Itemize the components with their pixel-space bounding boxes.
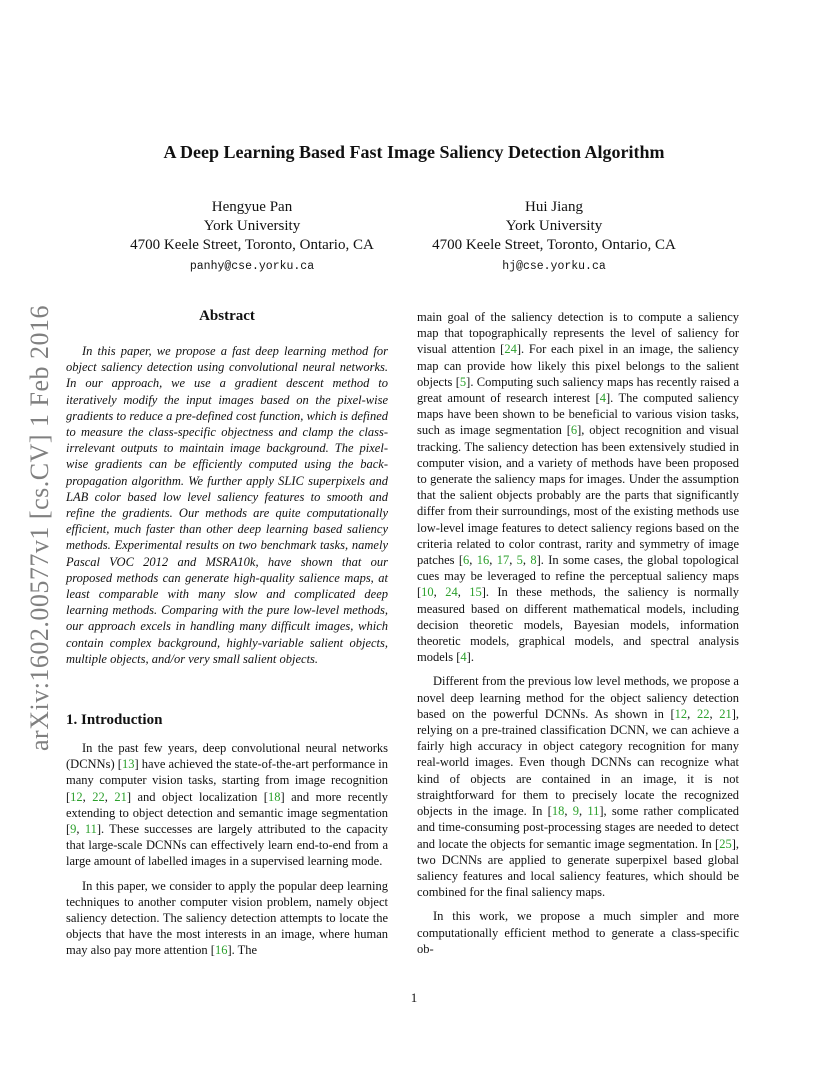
author-email[interactable]: panhy@cse.yorku.ca [189, 260, 315, 273]
citation-link[interactable]: 6 [570, 423, 578, 438]
paper-title: A Deep Learning Based Fast Image Saliency Detection Algorithm [163, 142, 665, 162]
author-affiliation: York University [203, 218, 301, 234]
citation-link[interactable]: 22 [92, 789, 105, 804]
author-block-2 [414, 198, 694, 276]
citation-link[interactable]: 12 [70, 789, 83, 804]
right-paragraph-2: Different from the previous low level methods, we propose a novel deep learning method for the object saliency detection based on the powerful DCNNs. As shown in [12, 22, 21], relying on a pre-trained classification DCNN, we can achieve a fairly high accuracy in object category recognition for many real-world images. Even though DCNNs can recognize what kind of objects are contained in an image, it is not straightforward for them to precisely locate the recognized objects in the image. In [18, 9, 11], some rather complicated and time-consuming post-processing stages are needed to detect and locate the objects for semantic image segmentation. In [25], two DCNNs are applied to generate superpixel based global saliency features and local saliency features, which should be combined for the final saliency maps. [417, 674, 740, 900]
citation-link[interactable]: 5 [459, 374, 467, 389]
citation-link[interactable]: 15 [469, 585, 482, 600]
citation-link[interactable]: 16 [214, 943, 228, 958]
author-block-1 [112, 198, 392, 276]
citation-link[interactable]: 4 [460, 650, 467, 665]
citation-link[interactable]: 8 [530, 553, 537, 568]
author-name: Hui Jiang [525, 199, 583, 215]
citation-link[interactable]: 9 [70, 822, 77, 837]
intro-paragraph-2: In this paper, we consider to apply the popular deep learning techniques to another computer vision problem, namely object saliency detection. The saliency detection attempts to locate the objects that have the most interests in an image, where human may also pay more attention [16]. The [66, 878, 388, 958]
author-affiliation: York University [505, 218, 603, 234]
citation-link[interactable]: 6 [463, 553, 470, 568]
citation-link[interactable]: 24 [445, 585, 458, 600]
author-address: 4700 Keele Street, Toronto, Ontario, CA [432, 237, 676, 253]
arxiv-identifier: arXiv:1602.00577v1 [cs.CV] 1 Feb 2016 [25, 304, 54, 752]
citation-link[interactable]: 4 [599, 391, 606, 406]
citation-link[interactable]: 10 [421, 585, 434, 600]
citation-link[interactable]: 18 [551, 804, 565, 819]
introduction-body [66, 740, 388, 959]
citation-link[interactable]: 16 [476, 553, 490, 568]
citation-link[interactable]: 21 [114, 789, 127, 804]
arxiv-sidebar [20, 288, 60, 768]
citation-link[interactable]: 11 [84, 822, 97, 837]
intro-paragraph-1: In the past few years, deep convolutional neural networks (DCNNs) [13] have achieved the state-of-the-art performance in many computer vision tasks, starting from image recognition [12, 22, 21] and object localization [18] and more recently extending to object detection and semantic image segmentation [9, 11]. These successes are largely attributed to the capacity that large-scale DCNNs can effectively learn end-to-end from a large amount of labelled images in a supervised learning mode. [66, 741, 389, 869]
citation-link[interactable]: 25 [719, 836, 732, 851]
citation-link[interactable]: 18 [267, 789, 281, 804]
introduction-heading: 1. Introduction [66, 712, 163, 728]
citation-link[interactable]: 17 [496, 553, 510, 568]
right-paragraph-3: In this work, we propose a much simpler and more computationally efficient method to generate a class-specific ob- [417, 909, 739, 956]
citation-link[interactable]: 21 [719, 706, 732, 721]
citation-link[interactable]: 5 [516, 553, 523, 568]
right-paragraph-1: main goal of the saliency detection is to compute a saliency map that topographically represents the level of saliency for visual attention [24]. For each pixel in an image, the saliency map can provide how likely this pixel belongs to the salient objects [5]. Computing such saliency maps has recently raised a great amount of research interest [4]. The computed saliency maps have been shown to be beneficial to various vision tasks, such as image segmentation [6], object recognition and visual tracking. The saliency detection has been extensively studied in computer vision, and a variety of methods have been proposed to generate the saliency maps for images. Under the assumption that the salient objects probably are the parts that significantly differ from their surroundings, most of the existing methods use low-level image features to detect saliency regions based on the criteria related to color contrast, rarity and symmetry of image patches [6, 16, 17, 5, 8]. In some cases, the global topological cues may be leveraged to refine the perceptual saliency maps [10, 24, 15]. In these methods, the saliency is normally measured based on different mathematical models, including decision theoretic models, Bayesian models, information theoretic models, graphical models, and spectral analysis models [4]. [417, 310, 740, 665]
author-email[interactable]: hj@cse.yorku.ca [502, 260, 606, 273]
citation-link[interactable]: 13 [121, 757, 135, 772]
abstract-text: In this paper, we propose a fast deep learning method for object saliency detection using convolutional neural networks. In our approach, we use a gradient descent method to iteratively modify the input images based on the pixel-wise gradients to reduce a pre-defined cost function, which is defined to measure the class-specific objectness and clamp the class-irrelevant outputs to maintain image background. The pixel-wise gradients can be efficiently computed using the back-propagation algorithm. We further apply SLIC superpixels and LAB color based low level saliency features to smooth and refine the gradients. Our methods are quite computationally efficient, much faster than other deep learning based saliency methods. Experimental results on two benchmark tasks, namely Pascal VOC 2012 and MSRA10k, have shown that our proposed methods can generate high-quality salience maps, at least comparable with many slow and complicated deep learning methods. Comparing with the pure low-level methods, our approach excels in handling many difficult images, which contain complex background, highly-variable salient objects, multiple objects, and/or very small salient objects. [66, 344, 388, 666]
citation-link[interactable]: 11 [587, 804, 600, 819]
citation-link[interactable]: 9 [572, 804, 579, 819]
abstract-heading: Abstract [199, 308, 255, 324]
citation-link[interactable]: 24 [504, 342, 517, 357]
author-name: Hengyue Pan [211, 199, 293, 215]
citation-link[interactable]: 22 [696, 706, 710, 721]
page-number: 1 [410, 990, 418, 1005]
author-address: 4700 Keele Street, Toronto, Ontario, CA [130, 237, 374, 253]
right-column-body [417, 309, 739, 957]
citation-link[interactable]: 12 [674, 706, 688, 721]
